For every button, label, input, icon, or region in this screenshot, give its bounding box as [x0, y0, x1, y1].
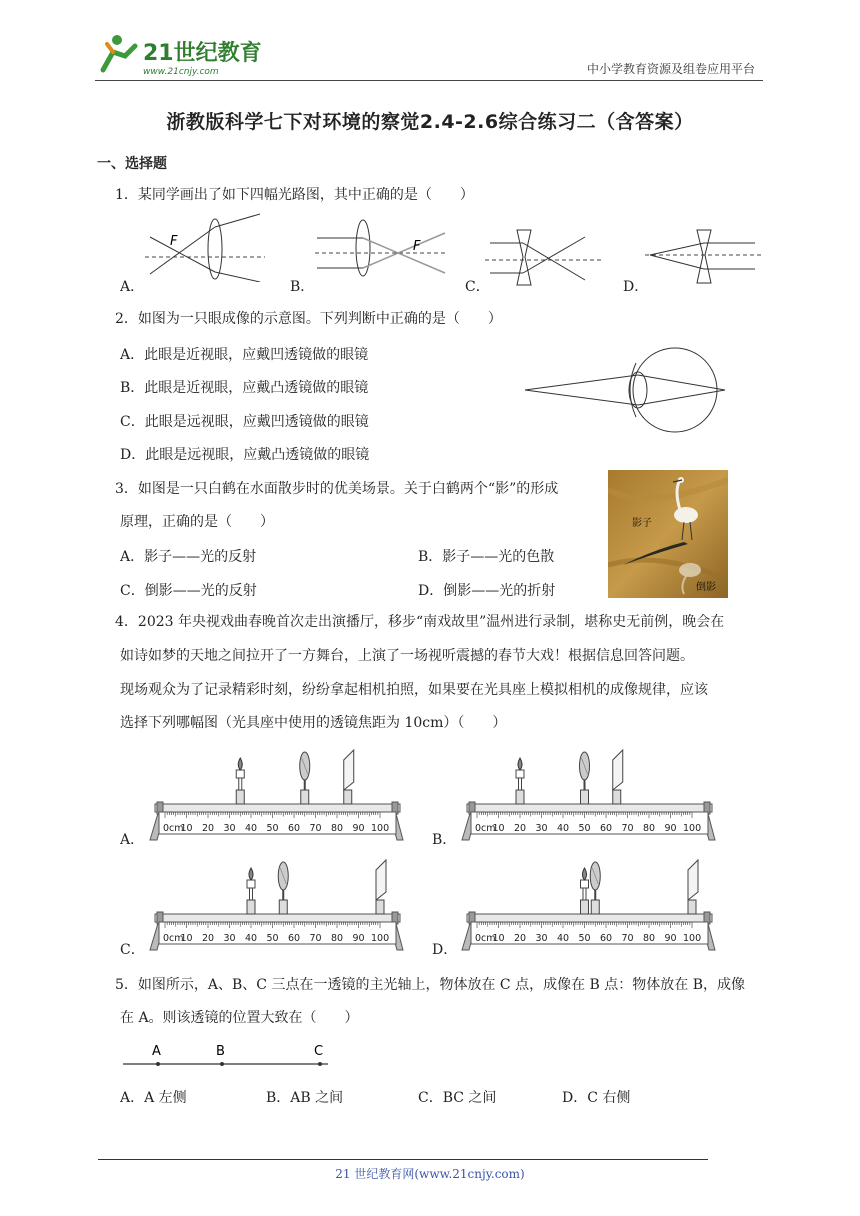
q1-option-c: C．: [465, 279, 490, 295]
svg-text:B: B: [216, 1044, 225, 1059]
ruler-label: 60: [288, 823, 301, 834]
q5-line1: 5．如图所示，A、B、C 三点在一透镜的主光轴上，物体放在 C 点，成像在 B 点：物体放在 B，成像: [115, 977, 746, 993]
ruler-label: 30: [223, 933, 236, 944]
svg-text:C: C: [314, 1044, 324, 1059]
ruler-label: 0cm: [475, 823, 496, 834]
q1-option-a: A．: [120, 279, 145, 295]
ruler-label: 10: [492, 933, 505, 944]
ruler-label: 100: [683, 823, 702, 834]
q5-option-d: D．C 右侧: [562, 1090, 631, 1106]
logo-text: 21世纪教育: [143, 41, 262, 66]
q5-point-c: [318, 1062, 322, 1066]
ruler-label: 100: [371, 933, 390, 944]
ruler-label: 60: [600, 933, 613, 944]
ruler-label: 0cm: [163, 823, 184, 834]
ruler-label: 10: [492, 823, 505, 834]
q3-option-a: A．影子——光的反射: [120, 549, 257, 565]
q3-option-b: B．影子——光的色散: [418, 549, 555, 565]
q4-line2: 如诗如梦的天地之间拉开了一方舞台，上演了一场视听震撼的春节大戏！根据信息回答问题。: [120, 648, 694, 664]
ruler-label: 40: [557, 823, 570, 834]
section-heading: 一、选择题: [97, 156, 167, 172]
ruler-label: 50: [266, 933, 279, 944]
ruler-label: 60: [288, 933, 301, 944]
ruler-label: 20: [514, 823, 527, 834]
q1-stem: 1．某同学画出了如下四幅光路图，其中正确的是（ ）: [115, 187, 474, 203]
ruler-label: 30: [535, 823, 548, 834]
ruler-label: 80: [643, 933, 656, 944]
q4-bench-d: [457, 858, 727, 958]
logo-url: www.21cnjy.com: [143, 67, 219, 77]
q1-option-b: B．: [290, 279, 315, 295]
q1-option-d: D．: [623, 279, 649, 295]
q5-option-c: C．BC 之间: [418, 1090, 497, 1106]
ruler-label: 80: [331, 823, 344, 834]
q5-point-b: [220, 1062, 224, 1066]
ruler-label: 30: [223, 823, 236, 834]
q1-diagram-b: [315, 218, 450, 278]
svg-text:A: A: [152, 1044, 161, 1059]
svg-text:F: F: [170, 234, 178, 249]
footer-divider: [98, 1159, 708, 1160]
photo-label-shadow: 影子: [632, 518, 652, 529]
site-logo: [95, 30, 265, 80]
q5-option-b: B．AB 之间: [266, 1090, 344, 1106]
q2-eye-diagram: [520, 345, 730, 435]
ruler-label: 100: [371, 823, 390, 834]
page-title: 浙教版科学七下对环境的察觉2.4-2.6综合练习二（含答案）: [166, 111, 694, 133]
q4-bench-a: [145, 748, 415, 848]
ruler-label: 50: [266, 823, 279, 834]
ruler-label: 20: [202, 933, 215, 944]
ruler-label: 40: [557, 933, 570, 944]
q1-diagram-d: [645, 225, 765, 290]
ruler-label: 70: [621, 823, 634, 834]
ruler-label: 100: [683, 933, 702, 944]
q3-stem-line2: 原理，正确的是（ ）: [120, 514, 274, 530]
q5-option-a: A．A 左侧: [120, 1090, 187, 1106]
ruler-label: 60: [600, 823, 613, 834]
q4-option-a: A．: [120, 832, 145, 848]
q1-diagram-c: [485, 225, 605, 290]
ruler-label: 50: [578, 933, 591, 944]
ruler-label: 90: [352, 823, 365, 834]
ruler-label: 90: [352, 933, 365, 944]
ruler-label: 90: [664, 823, 677, 834]
q5-point-a: [156, 1062, 160, 1066]
ruler-label: 70: [309, 933, 322, 944]
header-divider: [95, 80, 763, 81]
header-platform-text: 中小学教育资源及组卷应用平台: [586, 62, 755, 76]
footer-text: 21 世纪教育网(www.21cnjy.com): [335, 1167, 525, 1181]
q5-line2: 在 A。则该透镜的位置大致在（ ）: [120, 1010, 359, 1026]
q4-line4: 选择下列哪幅图（光具座中使用的透镜焦距为 10cm）（ ）: [120, 715, 507, 731]
ruler-label: 80: [331, 933, 344, 944]
ruler-label: 70: [621, 933, 634, 944]
ruler-label: 10: [180, 933, 193, 944]
q4-line1: 4．2023 年央视戏曲春晚首次走出演播厅，移步“南戏故里”温州进行录制，堪称史无前例，晚会在: [115, 614, 725, 630]
svg-text:F: F: [413, 239, 421, 254]
q2-stem: 2．如图为一只眼成像的示意图。下列判断中正确的是（ ）: [115, 311, 502, 327]
ruler-label: 0cm: [475, 933, 496, 944]
q3-option-c: C．倒影——光的反射: [120, 583, 257, 599]
photo-label-reflection: 倒影: [696, 582, 716, 593]
ruler-label: 90: [664, 933, 677, 944]
q4-bench-c: [145, 858, 415, 958]
q4-bench-b: [457, 748, 727, 848]
ruler-label: 20: [514, 933, 527, 944]
q3-option-d: D．倒影——光的折射: [418, 583, 556, 599]
ruler-label: 0cm: [163, 933, 184, 944]
ruler-label: 30: [535, 933, 548, 944]
ruler-label: 10: [180, 823, 193, 834]
q4-option-b: B．: [432, 832, 457, 848]
q4-option-c: C．: [120, 942, 145, 958]
ruler-label: 80: [643, 823, 656, 834]
q3-stem-line1: 3．如图是一只白鹤在水面散步时的优美场景。关于白鹤两个“影”的形成: [115, 481, 559, 497]
ruler-label: 50: [578, 823, 591, 834]
q3-crane-photo: [608, 470, 728, 598]
ruler-label: 70: [309, 823, 322, 834]
ruler-label: 20: [202, 823, 215, 834]
q1-diagram-a: [140, 212, 270, 282]
q4-option-d: D．: [432, 942, 458, 958]
ruler-label: 40: [245, 933, 258, 944]
ruler-label: 40: [245, 823, 258, 834]
q5-axis-diagram: [118, 1040, 338, 1070]
q2-option-a: A．此眼是近视眼，应戴凹透镜做的眼镜: [120, 347, 369, 363]
q2-option-c: C．此眼是远视眼，应戴凹透镜做的眼镜: [120, 414, 369, 430]
q2-option-b: B．此眼是近视眼，应戴凸透镜做的眼镜: [120, 380, 369, 396]
q4-line3: 现场观众为了记录精彩时刻，纷纷拿起相机拍照，如果要在光具座上模拟相机的成像规律，应该: [120, 682, 708, 698]
q2-option-d: D．此眼是远视眼，应戴凸透镜做的眼镜: [120, 447, 370, 463]
